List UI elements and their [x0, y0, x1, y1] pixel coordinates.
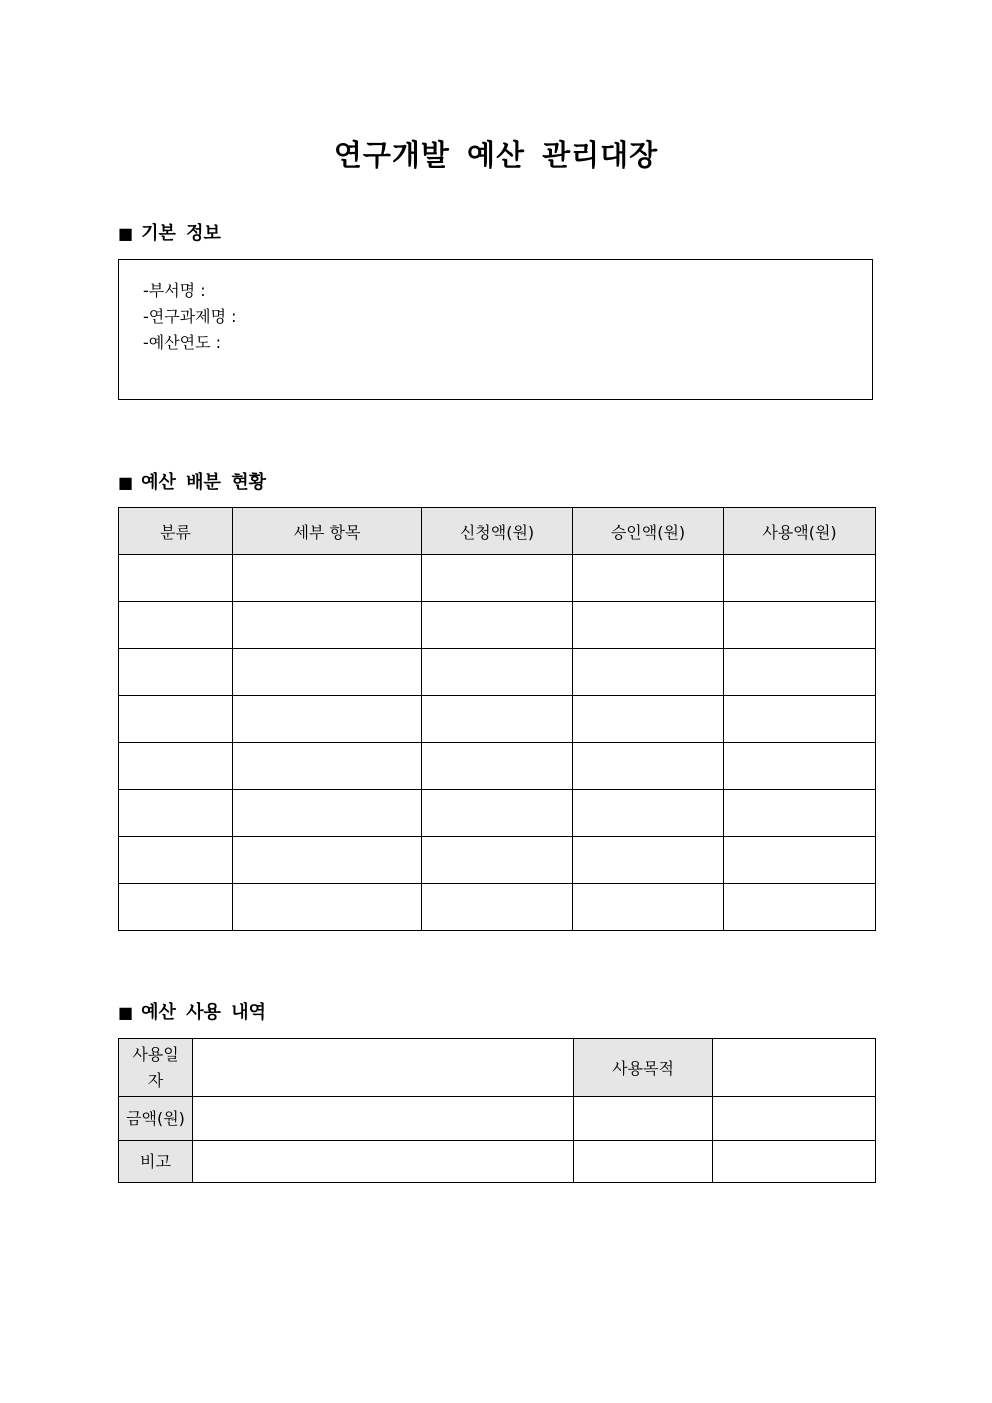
used-amount-cell[interactable] — [724, 649, 876, 696]
usage-note-row — [119, 1141, 876, 1183]
usage-heading — [118, 1000, 266, 1026]
basic-info-heading-text: 기본 정보 — [141, 223, 221, 244]
usage-note-label: 비고 — [119, 1141, 193, 1183]
used-amount-cell[interactable] — [724, 602, 876, 649]
usage-purpose-value-cell[interactable] — [713, 1039, 876, 1097]
detail-item-cell[interactable] — [233, 884, 422, 931]
requested-amount-cell[interactable] — [422, 696, 573, 743]
requested-amount-cell[interactable] — [422, 602, 573, 649]
column-header-requested-amount: 신청액(원) — [422, 508, 573, 555]
category-cell[interactable] — [119, 837, 233, 884]
table-row — [119, 790, 876, 837]
column-header-category: 분류 — [119, 508, 233, 555]
page-title: 연구개발 예산 관리대장 — [333, 138, 659, 172]
requested-amount-cell[interactable] — [422, 649, 573, 696]
table-row — [119, 837, 876, 884]
approved-amount-cell[interactable] — [573, 743, 724, 790]
basic-info-box — [118, 259, 873, 400]
project-name-field[interactable]: -연구과제명 : — [143, 307, 237, 326]
approved-amount-cell[interactable] — [573, 837, 724, 884]
used-amount-cell[interactable] — [724, 743, 876, 790]
used-amount-cell[interactable] — [724, 696, 876, 743]
approved-amount-cell[interactable] — [573, 555, 724, 602]
table-row — [119, 602, 876, 649]
square-bullet-icon: ■ — [118, 473, 134, 492]
requested-amount-cell[interactable] — [422, 790, 573, 837]
usage-date-label: 사용일자 — [119, 1039, 193, 1097]
table-row — [119, 555, 876, 602]
table-row — [119, 884, 876, 931]
usage-purpose-label: 사용목적 — [574, 1039, 713, 1097]
category-cell[interactable] — [119, 884, 233, 931]
detail-item-cell[interactable] — [233, 649, 422, 696]
used-amount-cell[interactable] — [724, 790, 876, 837]
detail-item-cell[interactable] — [233, 696, 422, 743]
approved-amount-cell[interactable] — [573, 790, 724, 837]
approved-amount-cell[interactable] — [573, 649, 724, 696]
usage-date-row — [119, 1039, 876, 1097]
requested-amount-cell[interactable] — [422, 555, 573, 602]
approved-amount-cell[interactable] — [573, 602, 724, 649]
detail-item-cell[interactable] — [233, 555, 422, 602]
usage-note-extra-cell[interactable] — [574, 1141, 713, 1183]
usage-amount-label: 금액(원) — [119, 1097, 193, 1141]
detail-item-cell[interactable] — [233, 790, 422, 837]
column-header-approved-amount: 승인액(원) — [573, 508, 724, 555]
usage-amount-row — [119, 1097, 876, 1141]
usage-amount-extra-cell[interactable] — [574, 1097, 713, 1141]
table-row — [119, 649, 876, 696]
used-amount-cell[interactable] — [724, 837, 876, 884]
category-cell[interactable] — [119, 696, 233, 743]
approved-amount-cell[interactable] — [573, 884, 724, 931]
used-amount-cell[interactable] — [724, 555, 876, 602]
table-row — [119, 743, 876, 790]
column-header-detail-item: 세부 항목 — [233, 508, 422, 555]
basic-info-heading — [118, 221, 221, 247]
allocation-heading-text: 예산 배분 현황 — [141, 472, 266, 493]
allocation-table — [118, 507, 876, 931]
usage-date-value-cell[interactable] — [193, 1039, 574, 1097]
department-field[interactable]: -부서명 : — [143, 281, 206, 300]
usage-note-extra-cell[interactable] — [713, 1141, 876, 1183]
budget-year-field[interactable]: -예산연도 : — [143, 333, 222, 352]
requested-amount-cell[interactable] — [422, 884, 573, 931]
usage-note-value-cell[interactable] — [193, 1141, 574, 1183]
detail-item-cell[interactable] — [233, 743, 422, 790]
approved-amount-cell[interactable] — [573, 696, 724, 743]
requested-amount-cell[interactable] — [422, 743, 573, 790]
detail-item-cell[interactable] — [233, 602, 422, 649]
allocation-header-row — [119, 508, 876, 555]
square-bullet-icon: ■ — [118, 224, 134, 243]
usage-amount-value-cell[interactable] — [193, 1097, 574, 1141]
allocation-heading — [118, 470, 266, 496]
square-bullet-icon: ■ — [118, 1003, 134, 1022]
column-header-used-amount: 사용액(원) — [724, 508, 876, 555]
category-cell[interactable] — [119, 790, 233, 837]
used-amount-cell[interactable] — [724, 884, 876, 931]
category-cell[interactable] — [119, 555, 233, 602]
usage-heading-text: 예산 사용 내역 — [141, 1002, 266, 1023]
category-cell[interactable] — [119, 602, 233, 649]
requested-amount-cell[interactable] — [422, 837, 573, 884]
usage-table — [118, 1038, 876, 1183]
category-cell[interactable] — [119, 743, 233, 790]
table-row — [119, 696, 876, 743]
detail-item-cell[interactable] — [233, 837, 422, 884]
usage-amount-extra-cell[interactable] — [713, 1097, 876, 1141]
category-cell[interactable] — [119, 649, 233, 696]
